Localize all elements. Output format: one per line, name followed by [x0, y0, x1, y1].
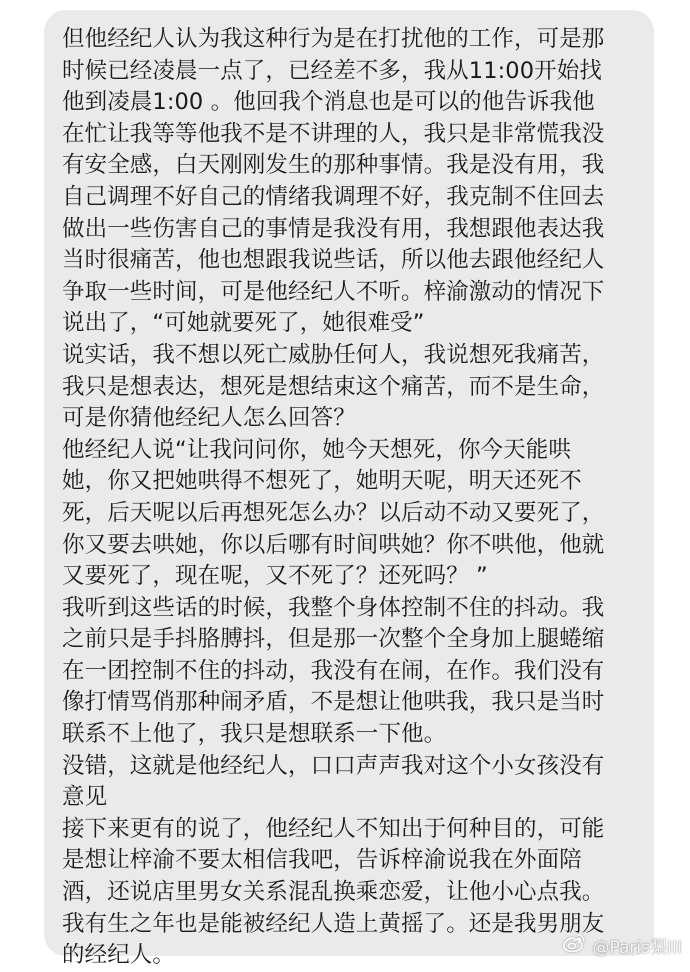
message-line: 但他经纪人认为我这种行为是在打扰他的工作，可是那	[62, 26, 605, 52]
message-line: 意见	[62, 784, 108, 811]
message-line: 没错，这就是他经纪人，口口声声我对这个小女孩没有	[62, 752, 605, 779]
message-line: 在一团控制不住的抖动，我没有在闹，在作。我们没有	[62, 657, 605, 684]
message-line: 争取一些时间，可是他经纪人不听。梓渝激动的情况下	[62, 278, 605, 305]
message-line: 他到凌晨1:00 。他回我个消息也是可以的他告诉我他	[62, 89, 595, 116]
message-line: 之前只是手抖胳膊抖，但是那一次整个全身加上腿蜷缩	[62, 626, 605, 653]
message-line: 的经纪人。	[62, 942, 176, 969]
message-line: 联系不上他了，我只是想联系一下他。	[62, 721, 447, 748]
message-line: 在忙让我等等他我不是不讲理的人，我只是非常慌我没	[62, 120, 605, 147]
message-line: 说实话，我不想以死亡威胁任何人，我说想死我痛苦，	[62, 341, 605, 368]
message-line: 说出了，“可她就要死了，她很难受”	[62, 310, 425, 337]
message-line: 酒，还说店里男女关系混乱换乘恋爱，让他小心点我。	[62, 879, 605, 906]
message-line: 她，你又把她哄得不想死了，她明天呢，明天还死不	[62, 468, 582, 495]
message-line: 又要死了，现在呢，又不死了？还死吗？ ”	[62, 563, 488, 590]
message-line: 接下来更有的说了，他经纪人不知出于何种目的，可能	[62, 815, 605, 842]
message-line: 时候已经凌晨一点了，已经差不多，我从11:00开始找	[62, 57, 602, 84]
weibo-watermark	[562, 933, 682, 958]
message-line: 可是你猜他经纪人怎么回答？	[62, 405, 356, 432]
message-line: 像打情骂俏那种闹矛盾，不是想让他哄我，我只是当时	[62, 689, 605, 716]
watermark-text: @Paris梨III	[592, 938, 682, 958]
message-line: 自己调理不好自己的情绪我调理不好，我克制不住回去	[62, 183, 605, 210]
chat-message-bubble[interactable]	[44, 10, 654, 969]
message-line: 你又要去哄她，你以后哪有时间哄她？你不哄他，他就	[62, 531, 605, 558]
message-text	[62, 24, 640, 972]
message-line: 我听到这些话的时候，我整个身体控制不住的抖动。我	[62, 594, 605, 621]
weibo-icon	[562, 933, 586, 958]
message-line: 他经纪人说“让我问问你，她今天想死，你今天能哄	[62, 436, 571, 463]
message-line: 当时很痛苦，他也想跟我说些话，所以他去跟他经纪人	[62, 247, 605, 274]
message-line: 做出一些伤害自己的事情是我没有用，我想跟他表达我	[62, 215, 605, 242]
message-line: 我只是想表达，想死是想结束这个痛苦，而不是生命，	[62, 373, 605, 400]
message-line: 我有生之年也是能被经纪人造上黄摇了。还是我男朋友	[62, 910, 605, 937]
message-line: 死，后天呢以后再想死怎么办？以后动不动又要死了，	[62, 499, 605, 526]
message-line: 是想让梓渝不要太相信我吧，告诉梓渝说我在外面陪	[62, 847, 582, 874]
message-line: 有安全感，白天刚刚发生的那种事情。我是没有用，我	[62, 152, 605, 179]
